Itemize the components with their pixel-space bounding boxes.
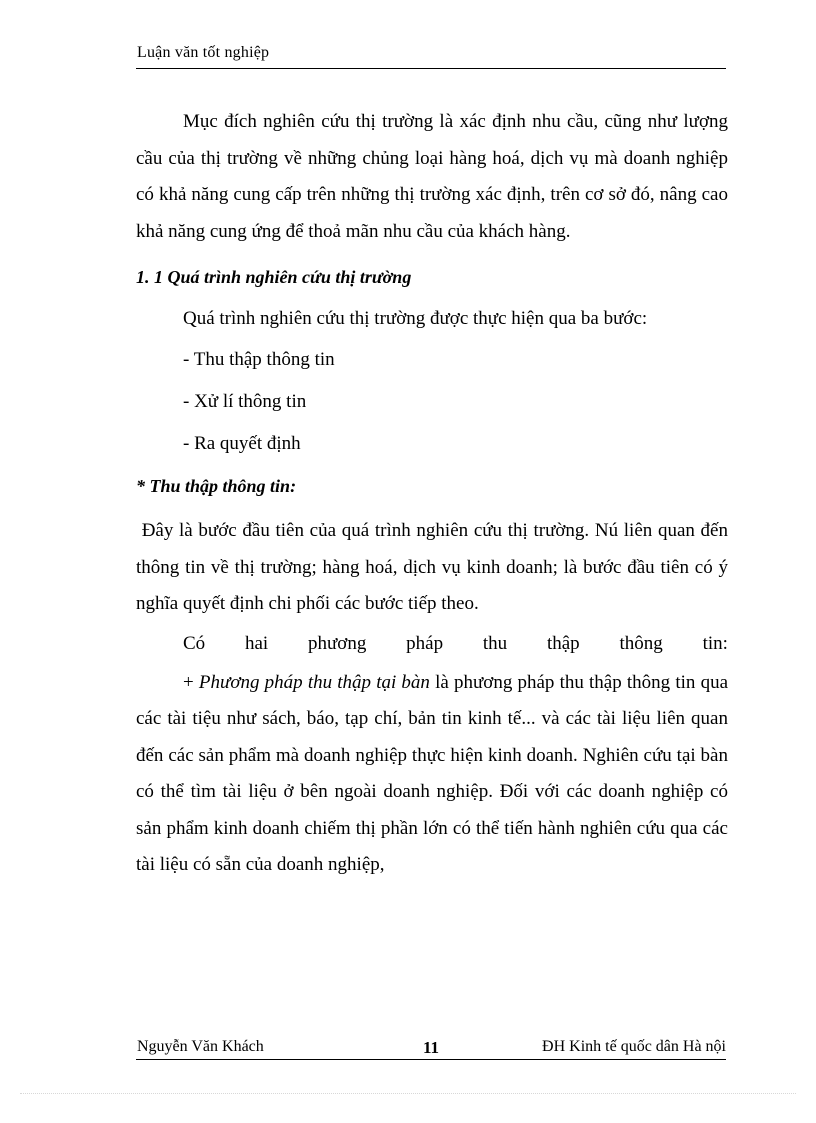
methods-word: thông xyxy=(619,632,663,654)
footer-institution: ĐH Kinh tế quốc dân Hà nội xyxy=(542,1038,726,1055)
intro-paragraph: Mục đích nghiên cứu thị trường là xác định nhu cầu, cũng như lượng cầu của thị trường về những chủng loại hàng hoá, dịch vụ mà doanh nghiệp có khả năng cung cấp trên những thị trường xác định, trên cơ sở đó, nâng cao khả năng cung ứng để thoả mãn nhu cầu của khách hàng. xyxy=(136,111,728,242)
methods-word: phương xyxy=(308,632,367,654)
list-item: - Thu thập thông tin xyxy=(183,349,335,370)
methods-word: pháp xyxy=(406,632,444,654)
methods-word: thu xyxy=(482,632,508,654)
header-divider xyxy=(136,68,726,69)
method1-label: Phương pháp thu thập tại bàn xyxy=(198,671,430,693)
methods-line xyxy=(136,623,728,665)
footer-divider xyxy=(136,1059,726,1060)
page-number: 11 xyxy=(423,1038,440,1057)
page-header-title: Luận văn tốt nghiệp xyxy=(137,44,270,61)
list-item: - Ra quyết định xyxy=(183,433,301,454)
collect-paragraph xyxy=(136,513,728,623)
methods-word: Có xyxy=(183,632,206,654)
section-heading: 1. 1 Quá trình nghiên cứu thị trường xyxy=(136,267,412,287)
list-item: - Xử lí thông tin xyxy=(183,391,307,412)
method1-text: là phương pháp thu thập thông tin qua các tài tiệu như sách, báo, tạp chí, bản tin kinh tế... và các tài liệu liên quan đến các sản phẩm mà doanh nghiệp thực hiện kinh doanh. Nghiên cứu tại bàn có thể tìm tài liệu ở bên ngoài doanh nghiệp. Đối với các doanh nghiệp có sản phẩm kinh doanh chiếm thị phần lớn có thể tiến hành nghiên cứu qua các tài liệu có sẵn của doanh nghiệp, xyxy=(136,671,729,875)
methods-word: hai xyxy=(244,632,269,654)
methods-word: thập xyxy=(546,632,580,654)
page-body xyxy=(136,104,728,884)
methods-word: tin: xyxy=(702,632,728,654)
subsection-heading: * Thu thập thông tin: xyxy=(136,476,297,496)
collect-paragraph-text: Đây là bước đầu tiên của quá trình nghiên cứu thị trường. Nú liên quan đến thông tin về thị trường; hàng hoá, dịch vụ kinh doanh; là bước đầu tiên có ý nghĩa quyết định chi phối các bước tiếp theo. xyxy=(136,520,728,614)
method1-paragraph: + Phương pháp thu thập tại bàn là phương pháp thu thập thông tin qua các tài tiệu như sách, báo, tạp chí, bản tin kinh tế... và các tài liệu liên quan đến các sản phẩm mà doanh nghiệp thực hiện kinh doanh. Nghiên cứu tại bàn có thể tìm tài liệu ở bên ngoài doanh nghiệp. Đối với các doanh nghiệp có sản phẩm kinh doanh chiếm thị phần lớn có thể tiến hành nghiên cứu qua các tài liệu có sẵn của doanh nghiệp, xyxy=(136,671,729,875)
footer-author: Nguyễn Văn Khách xyxy=(137,1038,264,1055)
page-edge-line xyxy=(20,1093,796,1094)
steps-intro: Quá trình nghiên cứu thị trường được thực hiện qua ba bước: xyxy=(183,308,648,329)
